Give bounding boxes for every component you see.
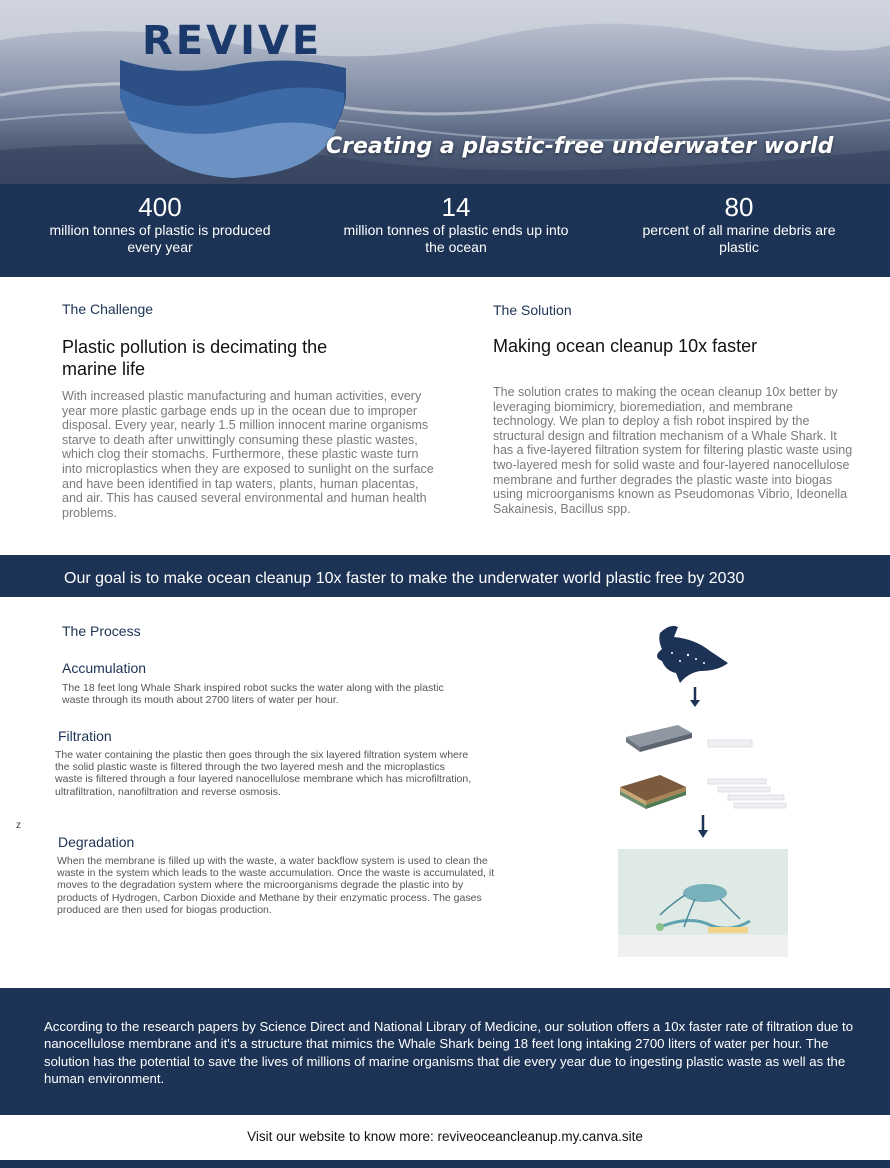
footer: [0, 1115, 890, 1160]
step-text-accumulation: The 18 feet long Whale Shark inspired robot sucks the water along with the plastic waste through its mouth about 2700 liters of water per hour.: [62, 682, 444, 707]
stat-label: million tonnes of plastic ends up into the ocean: [343, 222, 569, 255]
goal-banner: [0, 555, 890, 597]
challenge-heading: Plastic pollution is decimating the marine life: [62, 337, 328, 379]
challenge-body: With increased plastic manufacturing and human activities, every year more plastic garbage ends up in the ocean due to improper disposal. Every year, nearly 1.5 million innocent marine organisms starve to death after unwittingly consuming these plastic wastes, which clog their stomachs. Furthermore, these plastic waste turn into microplastics when they are exposed to sunlight on the surface and have been identified in tap waters, plants, human placentas, and air. This has caused several environmental and human health problems.: [62, 389, 434, 520]
website-link[interactable]: reviveoceancleanup.my.canva.site: [437, 1129, 643, 1144]
stat-number: 400: [138, 192, 182, 222]
wave-logo-icon: [118, 58, 348, 180]
brand-logo-text: REVIVE: [142, 18, 323, 64]
conclusion-section: [0, 988, 890, 1115]
stat-number: 80: [724, 192, 754, 222]
conclusion-text: According to the research papers by Science Direct and National Library of Medicine, our solution offers a 10x faster rate of filtration due to nanocellulose membrane and it's a structure that mimics the Whale Shark being 18 feet long intaking 2700 liters of water per hour. The solution has the potential to save the lives of millions of marine organisms that die every year due to ingesting plastic waste as well as the human environment.: [44, 1019, 854, 1087]
stat-item: [336, 192, 576, 256]
solution-eyebrow: The Solution: [493, 302, 572, 318]
whale-shark-icon: [657, 626, 728, 683]
footer-bar: [0, 1160, 890, 1168]
goal-text: Our goal is to make ocean cleanup 10x faster to make the underwater world plastic free by 2030: [64, 570, 745, 587]
stat-label: million tonnes of plastic is produced every year: [49, 222, 271, 255]
step-text-filtration: The water containing the plastic then goes through the six layered filtration system where the solid plastic waste is filtered through the two layered mesh and the microplastics waste is filtered through a four layered nanocellulose membrane which has microfiltration, ultrafiltration, nanofiltration and reverse osmosis.: [55, 749, 472, 798]
stat-item: [628, 192, 850, 256]
process-title: The Process: [62, 623, 141, 639]
hero-banner: [0, 0, 890, 184]
footer-prefix: Visit our website to know more:: [247, 1129, 438, 1144]
arrow-down-icon: [698, 815, 708, 838]
hero-tagline: Creating a plastic-free underwater world: [326, 134, 834, 159]
solution-heading: Making ocean cleanup 10x faster: [493, 336, 758, 356]
step-title-degradation: Degradation: [58, 834, 135, 850]
arrow-down-icon: [690, 687, 700, 707]
step-text-degradation: When the membrane is filled up with the waste, a water backflow system is used to clean the waste in the system which leads to the waste accumulation. Once the waste is accumulated, it moves to the degradation system where the microorganisms degrade the plastic into by products of Hydrogen, Carbon Dioxide and Methane by their enzymatic process. The gases produced are then used for biogas production.: [57, 855, 495, 916]
footer-text: [0, 1129, 890, 1144]
membrane-layers-icon: [620, 775, 786, 809]
stat-item: [40, 192, 280, 256]
step-title-accumulation: Accumulation: [62, 660, 147, 676]
stats-bar: [0, 184, 890, 277]
challenge-eyebrow: The Challenge: [62, 301, 154, 317]
degradation-illustration: [618, 849, 788, 957]
step-title-filtration: Filtration: [58, 728, 112, 744]
mesh-filter-icon: [626, 725, 752, 752]
process-diagram: [600, 615, 800, 965]
stat-number: 14: [441, 192, 471, 222]
stat-label: percent of all marine debris are plastic: [642, 222, 836, 255]
stray-character: z: [16, 820, 21, 831]
solution-body: The solution crates to making the ocean cleanup 10x better by leveraging biomimicry, bioremediation, and membrane technology. We plan to deploy a fish robot inspired by the structural design and filtration mechanism of a Whale Shark. It has a five-layered filtration system for filtering plastic waste using two-layered mesh for solid waste and four-layered nanocellulose membrane and further degrades the plastic waste into biogas using microorganisms known as Pseudomonas Vibrio, Ideonella Sakainesis, Bacillus spp.: [493, 385, 853, 516]
